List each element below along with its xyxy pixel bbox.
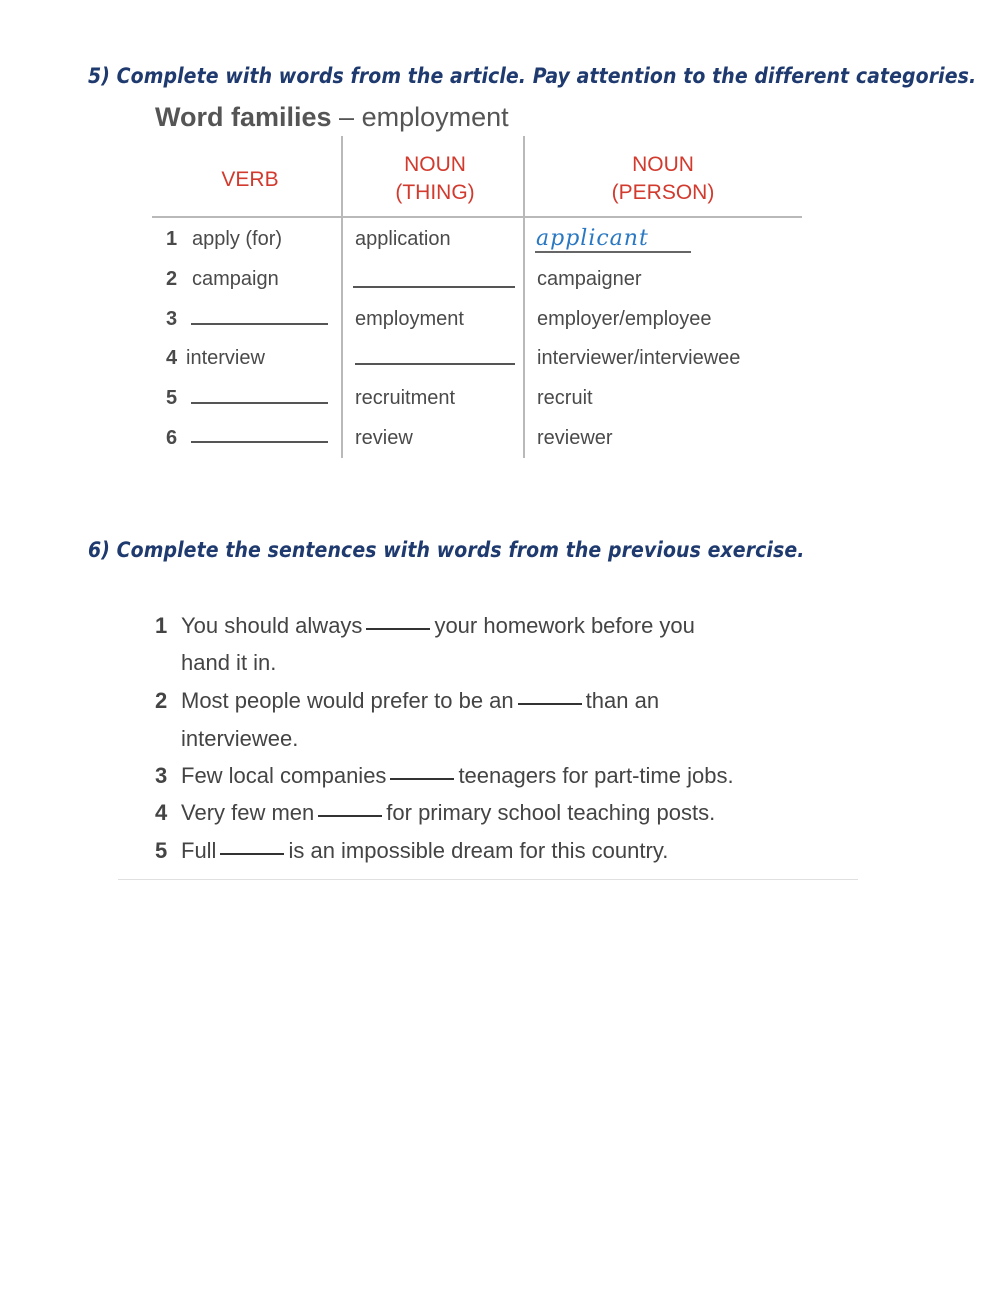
answer-blank — [535, 251, 691, 253]
sentence-number: 1 — [155, 613, 168, 638]
sentence-after: is an impossible dream for this country. — [288, 838, 669, 863]
noun-thing-cell: recruitment — [355, 387, 456, 409]
sentence-continuation: interviewee. — [181, 726, 299, 751]
header-divider — [152, 216, 802, 218]
noun-thing-cell: application — [355, 228, 451, 250]
sentence-blank[interactable] — [220, 853, 284, 855]
noun-person-cell: reviewer — [537, 427, 613, 449]
sentence-after: your homework before you — [434, 613, 695, 638]
noun-person-cell: recruit — [537, 387, 593, 409]
sentence-blank[interactable] — [318, 815, 382, 817]
noun-person-cell: campaigner — [537, 268, 642, 290]
sentence-number: 2 — [155, 688, 168, 713]
noun-thing-blank[interactable] — [355, 363, 515, 365]
sentence-blank[interactable] — [390, 778, 454, 780]
header-noun-thing-line1: NOUN — [404, 153, 466, 176]
sentence-before: Few local companies — [181, 763, 387, 788]
sentence-after: teenagers for part-time jobs. — [458, 763, 734, 788]
sentence-after: than an — [585, 688, 660, 713]
noun-thing-blank[interactable] — [353, 286, 515, 288]
handwritten-answer[interactable]: applicant — [536, 226, 649, 251]
verb-cell: campaign — [192, 268, 279, 290]
verb-blank[interactable] — [191, 441, 328, 443]
sentence — [155, 688, 659, 714]
row-number: 4 — [166, 347, 178, 369]
title-rest: – employment — [331, 102, 509, 132]
sentence-before: Most people would prefer to be an — [181, 688, 514, 713]
sentence-before: You should always — [181, 613, 363, 638]
exercise-6-instruction: 6) Complete the sentences with words from the previous exercise. — [88, 538, 805, 562]
bottom-divider — [118, 879, 858, 880]
word-families-title — [155, 102, 509, 133]
verb-cell: apply (for) — [192, 228, 283, 250]
sentence-before: Very few men — [181, 800, 315, 825]
header-noun-person-line1: NOUN — [632, 153, 694, 176]
sentence-blank[interactable] — [366, 628, 430, 630]
sentence — [155, 838, 668, 864]
title-bold: Word families — [155, 102, 332, 132]
header-verb: VERB — [221, 168, 279, 191]
row-number: 1 — [166, 228, 178, 250]
verb-cell: interview — [186, 347, 265, 369]
verb-blank[interactable] — [191, 402, 328, 404]
row-number: 2 — [166, 268, 178, 290]
row-number: 3 — [166, 308, 178, 330]
noun-thing-cell: review — [355, 427, 413, 449]
row-number: 5 — [166, 387, 178, 409]
column-divider-2 — [523, 136, 525, 458]
row-number: 6 — [166, 427, 178, 449]
sentence-number: 3 — [155, 763, 168, 788]
sentence — [155, 763, 734, 789]
sentence-blank[interactable] — [518, 703, 582, 705]
noun-person-cell: interviewer/interviewee — [537, 347, 741, 369]
header-noun-person-line2: (PERSON) — [611, 181, 715, 204]
sentence-after: for primary school teaching posts. — [386, 800, 716, 825]
sentence-continuation: hand it in. — [181, 650, 277, 675]
column-divider-1 — [341, 136, 343, 458]
noun-thing-cell: employment — [355, 308, 464, 330]
noun-person-cell: employer/employee — [537, 308, 712, 330]
header-noun-person — [588, 151, 738, 207]
sentence — [155, 613, 695, 639]
sentence-before: Full — [181, 838, 217, 863]
header-noun-thing — [360, 151, 510, 207]
header-noun-thing-line2: (THING) — [395, 181, 475, 204]
sentence-number: 4 — [155, 800, 168, 825]
verb-blank[interactable] — [191, 323, 328, 325]
sentence-number: 5 — [155, 838, 168, 863]
exercise-5-instruction: 5) Complete with words from the article. Pay attention to the different categories. — [88, 64, 977, 88]
sentence — [155, 800, 715, 826]
